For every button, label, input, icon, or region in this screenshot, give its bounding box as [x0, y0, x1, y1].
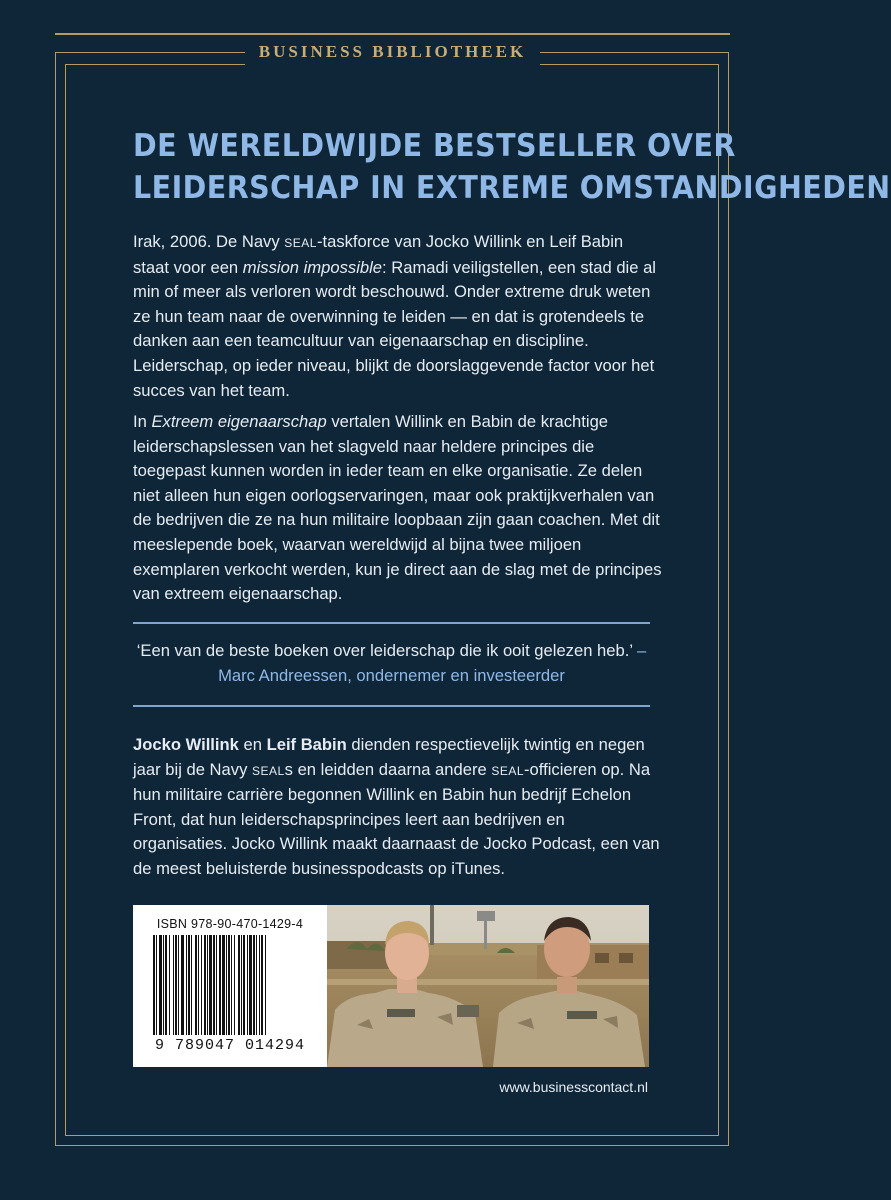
- endorsement-quote: [133, 639, 650, 688]
- author-and: en: [238, 735, 267, 754]
- bio-text-a: dienden respectievelijk twintig en negen jaar bij de Navy: [133, 735, 645, 779]
- headline-line-1: DE WERELDWIJDE BESTSELLER OVER: [133, 128, 736, 164]
- top-gold-rule: [55, 33, 730, 35]
- series-label: BUSINESS BIBLIOTHEEK: [245, 36, 540, 68]
- summary-text-b: vertalen Willink en Babin de krachtige leiderschapslessen van het slagveld naar heldere principes die toegepast kunnen worden in ieder team en elke organisatie. Ze delen niet alleen hun eigen oorlogservaringen, maar ook praktijkverhalen van de bedrijven die ze na hun militaire loopbaan zijn gaan coachen. Met dit meeslepende boek, waarvan wereldwijd al bijna twee miljoen exemplaren verkocht werden, kun je direct aan de slag met de principes van extreem eigenaarschap.: [133, 412, 662, 604]
- intro-text-a: Irak, 2006. De Navy: [133, 232, 285, 251]
- quote-rule-bottom: [133, 705, 650, 707]
- headline-line-2: LEIDERSCHAP IN EXTREME OMSTANDIGHEDEN: [133, 170, 891, 206]
- barcode-digits: 9 789047 014294: [154, 1037, 306, 1054]
- author-name-1: Jocko Willink: [133, 735, 239, 754]
- bio-text-b: s en leidden daarna andere: [284, 759, 492, 779]
- authors-photo: [327, 905, 649, 1067]
- seal-abbrev-2: SEAL: [491, 763, 525, 778]
- author-name-2: Leif Babin: [266, 735, 347, 754]
- intro-paragraph: [133, 230, 663, 403]
- book-title: Extreem eigenaarschap: [151, 412, 327, 431]
- series-label-container: [0, 36, 785, 68]
- mission-impossible-emphasis: mission impossible: [242, 257, 383, 277]
- seal-abbrev: SEAL: [284, 236, 317, 250]
- publisher-url: www.businesscontact.nl: [499, 1079, 648, 1095]
- bio-text-c: -officieren op. Na hun militaire carrière begonnen Willink en Babin hun bedrijf Echelon Front, dat hun leiderschapsprincipes leert aan bedrijven en organisaties. Jocko Willink maakt daarnaast de Jocko Podcast, een van de meest beluisterde businesspodcasts op iTunes.: [133, 759, 660, 878]
- intro-text-c: : Ramadi veiligstellen, een stad die al min of meer als verloren wordt beschouwd. Onder extreme druk weten ze hun team naar de overwinning te leiden — en dat is grotendeels te danken aan een teamcultuur van eigenaarschap en discipline. Leiderschap, op ieder niveau, blijkt de doorslaggevende factor voor het succes van het team.: [133, 257, 656, 400]
- headline: [133, 125, 891, 209]
- isbn-label: ISBN 978-90-470-1429-4: [156, 917, 304, 931]
- summary-paragraph: [133, 410, 663, 607]
- summary-text-a: In: [133, 412, 152, 431]
- quote-text: ‘Een van de beste boeken over leiderschap die ik ooit gelezen heb.’: [136, 641, 633, 660]
- author-bio: [133, 733, 663, 882]
- barcode-graphic: [151, 935, 309, 1037]
- quote-rule-top: [133, 622, 650, 624]
- intro-text-b: -taskforce van Jocko Willink en Leif Babin staat voor een: [133, 232, 624, 277]
- seals-abbrev: SEAL: [251, 763, 285, 778]
- quote-attribution: – Marc Andreessen, ondernemer en investeerder: [218, 641, 647, 685]
- barcode-panel: [133, 905, 327, 1067]
